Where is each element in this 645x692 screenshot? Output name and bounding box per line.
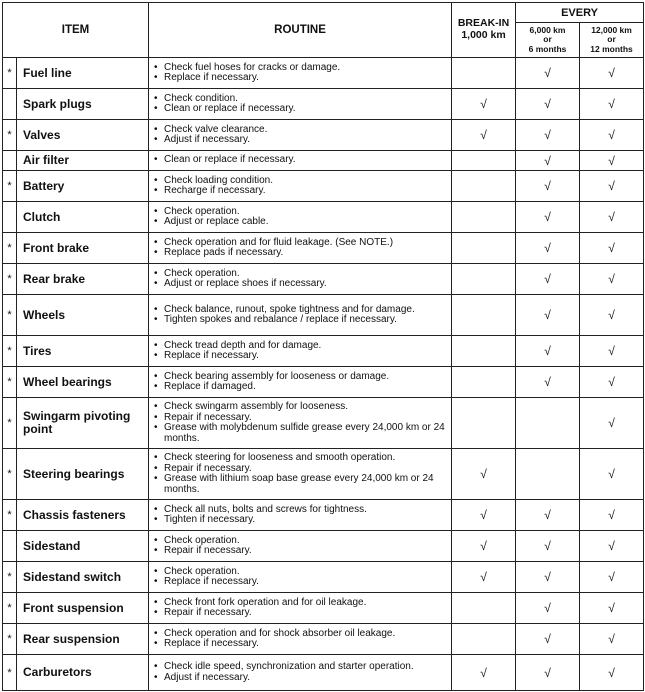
row-6000-check: √ xyxy=(516,120,580,151)
routine-step: • Repair if necessary. xyxy=(153,464,447,475)
routine-list xyxy=(153,629,447,650)
row-12000-check: √ xyxy=(580,500,644,531)
table-row xyxy=(3,655,644,691)
row-12000-check: √ xyxy=(580,120,644,151)
routine-step: • Check front fork operation and for oil leakage. xyxy=(153,598,447,609)
row-break-in-check xyxy=(452,336,516,367)
row-break-in-check: √ xyxy=(452,120,516,151)
row-break-in-check xyxy=(452,202,516,233)
row-routine xyxy=(149,171,452,202)
routine-list xyxy=(153,567,447,588)
row-12000-check: √ xyxy=(580,593,644,624)
routine-step: • Clean or replace if necessary. xyxy=(153,155,447,166)
routine-step: • Adjust if necessary. xyxy=(153,135,447,146)
row-routine xyxy=(149,500,452,531)
routine-step: • Check idle speed, synchronization and starter operation. xyxy=(153,662,447,673)
header-every: EVERY xyxy=(516,3,644,23)
row-item: Fuel line xyxy=(17,58,149,89)
row-break-in-check: √ xyxy=(452,655,516,691)
row-12000-check: √ xyxy=(580,624,644,655)
row-break-in-check xyxy=(452,171,516,202)
row-routine xyxy=(149,562,452,593)
table-row xyxy=(3,89,644,120)
row-item: Rear brake xyxy=(17,264,149,295)
table-row xyxy=(3,233,644,264)
routine-step: • Check loading condition. xyxy=(153,176,447,187)
routine-list xyxy=(153,63,447,84)
routine-list xyxy=(153,536,447,557)
row-12000-check: √ xyxy=(580,655,644,691)
routine-step: • Check operation and for fluid leakage. (See NOTE.) xyxy=(153,238,447,249)
row-12000-check: √ xyxy=(580,531,644,562)
routine-step: • Repair if necessary. xyxy=(153,608,447,619)
row-star xyxy=(3,151,17,171)
row-routine xyxy=(149,151,452,171)
row-star: * xyxy=(3,449,17,500)
row-12000-check: √ xyxy=(580,449,644,500)
row-star: * xyxy=(3,264,17,295)
header-break-in xyxy=(452,3,516,58)
row-6000-check: √ xyxy=(516,151,580,171)
routine-step: • Tighten if necessary. xyxy=(153,515,447,526)
row-12000-check: √ xyxy=(580,171,644,202)
row-break-in-check: √ xyxy=(452,89,516,120)
routine-step: • Check swingarm assembly for looseness. xyxy=(153,402,447,413)
routine-step: • Repair if necessary. xyxy=(153,413,447,424)
table-body xyxy=(3,58,644,691)
row-routine xyxy=(149,202,452,233)
row-break-in-check xyxy=(452,295,516,336)
header-item: ITEM xyxy=(3,3,149,58)
row-item: Air filter xyxy=(17,151,149,171)
routine-step: • Repair if necessary. xyxy=(153,546,447,557)
row-routine xyxy=(149,58,452,89)
row-break-in-check xyxy=(452,398,516,449)
routine-list xyxy=(153,155,447,166)
row-12000-check: √ xyxy=(580,295,644,336)
row-12000-check: √ xyxy=(580,58,644,89)
row-item: Sidestand switch xyxy=(17,562,149,593)
row-12000-check: √ xyxy=(580,89,644,120)
row-break-in-check: √ xyxy=(452,500,516,531)
table-row xyxy=(3,398,644,449)
routine-step: • Check operation and for shock absorber oil leakage. xyxy=(153,629,447,640)
routine-list xyxy=(153,238,447,259)
routine-step: • Grease with molybdenum sulfide grease every 24,000 km or 24 months. xyxy=(153,423,447,444)
row-6000-check: √ xyxy=(516,89,580,120)
row-6000-check: √ xyxy=(516,562,580,593)
routine-step: • Replace pads if necessary. xyxy=(153,248,447,259)
row-routine xyxy=(149,336,452,367)
row-star: * xyxy=(3,233,17,264)
row-6000-check: √ xyxy=(516,624,580,655)
routine-list xyxy=(153,402,447,444)
row-item: Tires xyxy=(17,336,149,367)
row-break-in-check: √ xyxy=(452,449,516,500)
row-6000-check: √ xyxy=(516,531,580,562)
routine-step: • Replace if necessary. xyxy=(153,351,447,362)
row-break-in-check xyxy=(452,233,516,264)
row-star: * xyxy=(3,120,17,151)
routine-step: • Check operation. xyxy=(153,567,447,578)
routine-step: • Grease with lithium soap base grease every 24,000 km or 24 months. xyxy=(153,474,447,495)
row-star: * xyxy=(3,171,17,202)
row-6000-check: √ xyxy=(516,58,580,89)
row-12000-check: √ xyxy=(580,264,644,295)
row-break-in-check xyxy=(452,151,516,171)
row-star: * xyxy=(3,500,17,531)
routine-list xyxy=(153,125,447,146)
routine-list xyxy=(153,305,447,326)
row-routine xyxy=(149,531,452,562)
row-routine xyxy=(149,295,452,336)
routine-step: • Check steering for looseness and smooth operation. xyxy=(153,453,447,464)
header-routine: ROUTINE xyxy=(149,3,452,58)
routine-step: • Replace if necessary. xyxy=(153,73,447,84)
row-12000-check: √ xyxy=(580,367,644,398)
row-6000-check: √ xyxy=(516,202,580,233)
row-routine xyxy=(149,89,452,120)
row-break-in-check: √ xyxy=(452,562,516,593)
row-routine xyxy=(149,367,452,398)
row-break-in-check xyxy=(452,264,516,295)
row-routine xyxy=(149,449,452,500)
row-star: * xyxy=(3,336,17,367)
routine-list xyxy=(153,505,447,526)
row-routine xyxy=(149,593,452,624)
row-routine xyxy=(149,233,452,264)
routine-list xyxy=(153,269,447,290)
row-item: Battery xyxy=(17,171,149,202)
routine-step: • Adjust if necessary. xyxy=(153,673,447,684)
routine-step: • Clean or replace if necessary. xyxy=(153,104,447,115)
routine-list xyxy=(153,372,447,393)
table-row xyxy=(3,171,644,202)
row-star xyxy=(3,531,17,562)
table-row xyxy=(3,562,644,593)
row-item: Spark plugs xyxy=(17,89,149,120)
routine-list xyxy=(153,598,447,619)
table-row xyxy=(3,151,644,171)
table-row xyxy=(3,264,644,295)
row-item: Steering bearings xyxy=(17,449,149,500)
row-star: * xyxy=(3,295,17,336)
routine-step: • Adjust or replace cable. xyxy=(153,217,447,228)
row-item: Wheel bearings xyxy=(17,367,149,398)
row-6000-check: √ xyxy=(516,655,580,691)
row-12000-check: √ xyxy=(580,562,644,593)
routine-list xyxy=(153,453,447,495)
header-interval-6000: 6,000 km or 6 months xyxy=(516,23,580,58)
table-row xyxy=(3,295,644,336)
routine-step: • Adjust or replace shoes if necessary. xyxy=(153,279,447,290)
row-item: Front suspension xyxy=(17,593,149,624)
row-item: Wheels xyxy=(17,295,149,336)
row-routine xyxy=(149,120,452,151)
row-6000-check xyxy=(516,398,580,449)
routine-step: • Check operation. xyxy=(153,269,447,280)
table-row xyxy=(3,336,644,367)
table-row xyxy=(3,593,644,624)
routine-step: • Replace if damaged. xyxy=(153,382,447,393)
row-12000-check: √ xyxy=(580,202,644,233)
row-12000-check: √ xyxy=(580,151,644,171)
row-6000-check: √ xyxy=(516,500,580,531)
header-interval-12000: 12,000 km or 12 months xyxy=(580,23,644,58)
row-routine xyxy=(149,398,452,449)
row-star: * xyxy=(3,655,17,691)
row-6000-check: √ xyxy=(516,233,580,264)
routine-list xyxy=(153,94,447,115)
routine-step: • Check operation. xyxy=(153,207,447,218)
table-row xyxy=(3,367,644,398)
row-6000-check xyxy=(516,449,580,500)
row-routine xyxy=(149,264,452,295)
routine-list xyxy=(153,207,447,228)
row-star: * xyxy=(3,562,17,593)
row-item: Front brake xyxy=(17,233,149,264)
routine-step: • Check balance, runout, spoke tightness and for damage. xyxy=(153,305,447,316)
row-12000-check: √ xyxy=(580,336,644,367)
routine-list xyxy=(153,662,447,683)
routine-step: • Check fuel hoses for cracks or damage. xyxy=(153,63,447,74)
row-6000-check: √ xyxy=(516,264,580,295)
row-routine xyxy=(149,655,452,691)
table-row xyxy=(3,58,644,89)
table-row xyxy=(3,531,644,562)
row-star: * xyxy=(3,593,17,624)
row-break-in-check: √ xyxy=(452,531,516,562)
row-item: Sidestand xyxy=(17,531,149,562)
row-item: Carburetors xyxy=(17,655,149,691)
routine-step: • Check tread depth and for damage. xyxy=(153,341,447,352)
row-star: * xyxy=(3,398,17,449)
row-6000-check: √ xyxy=(516,171,580,202)
routine-step: • Check condition. xyxy=(153,94,447,105)
header-break-in-text: BREAK-IN 1,000 km xyxy=(457,17,510,41)
row-break-in-check xyxy=(452,58,516,89)
routine-step: • Check all nuts, bolts and screws for tightness. xyxy=(153,505,447,516)
row-12000-check: √ xyxy=(580,233,644,264)
row-item: Chassis fasteners xyxy=(17,500,149,531)
row-star xyxy=(3,89,17,120)
table-row xyxy=(3,500,644,531)
routine-step: • Replace if necessary. xyxy=(153,639,447,650)
routine-step: • Check operation. xyxy=(153,536,447,547)
routine-step: • Recharge if necessary. xyxy=(153,186,447,197)
row-6000-check: √ xyxy=(516,367,580,398)
table-row xyxy=(3,202,644,233)
row-item: Swingarm pivoting point xyxy=(17,398,149,449)
row-routine xyxy=(149,624,452,655)
row-item: Rear suspension xyxy=(17,624,149,655)
row-star xyxy=(3,202,17,233)
routine-list xyxy=(153,176,447,197)
row-break-in-check xyxy=(452,367,516,398)
routine-step: • Replace if necessary. xyxy=(153,577,447,588)
row-item: Valves xyxy=(17,120,149,151)
row-item: Clutch xyxy=(17,202,149,233)
routine-step: • Tighten spokes and rebalance / replace if necessary. xyxy=(153,315,447,326)
row-star: * xyxy=(3,624,17,655)
table-row xyxy=(3,120,644,151)
row-star: * xyxy=(3,367,17,398)
table-row xyxy=(3,449,644,500)
row-6000-check: √ xyxy=(516,593,580,624)
row-break-in-check xyxy=(452,624,516,655)
routine-step: • Check bearing assembly for looseness or damage. xyxy=(153,372,447,383)
routine-step: • Check valve clearance. xyxy=(153,125,447,136)
row-12000-check: √ xyxy=(580,398,644,449)
routine-list xyxy=(153,341,447,362)
row-6000-check: √ xyxy=(516,295,580,336)
row-break-in-check xyxy=(452,593,516,624)
row-6000-check: √ xyxy=(516,336,580,367)
row-star: * xyxy=(3,58,17,89)
maintenance-table xyxy=(2,2,644,691)
table-row xyxy=(3,624,644,655)
